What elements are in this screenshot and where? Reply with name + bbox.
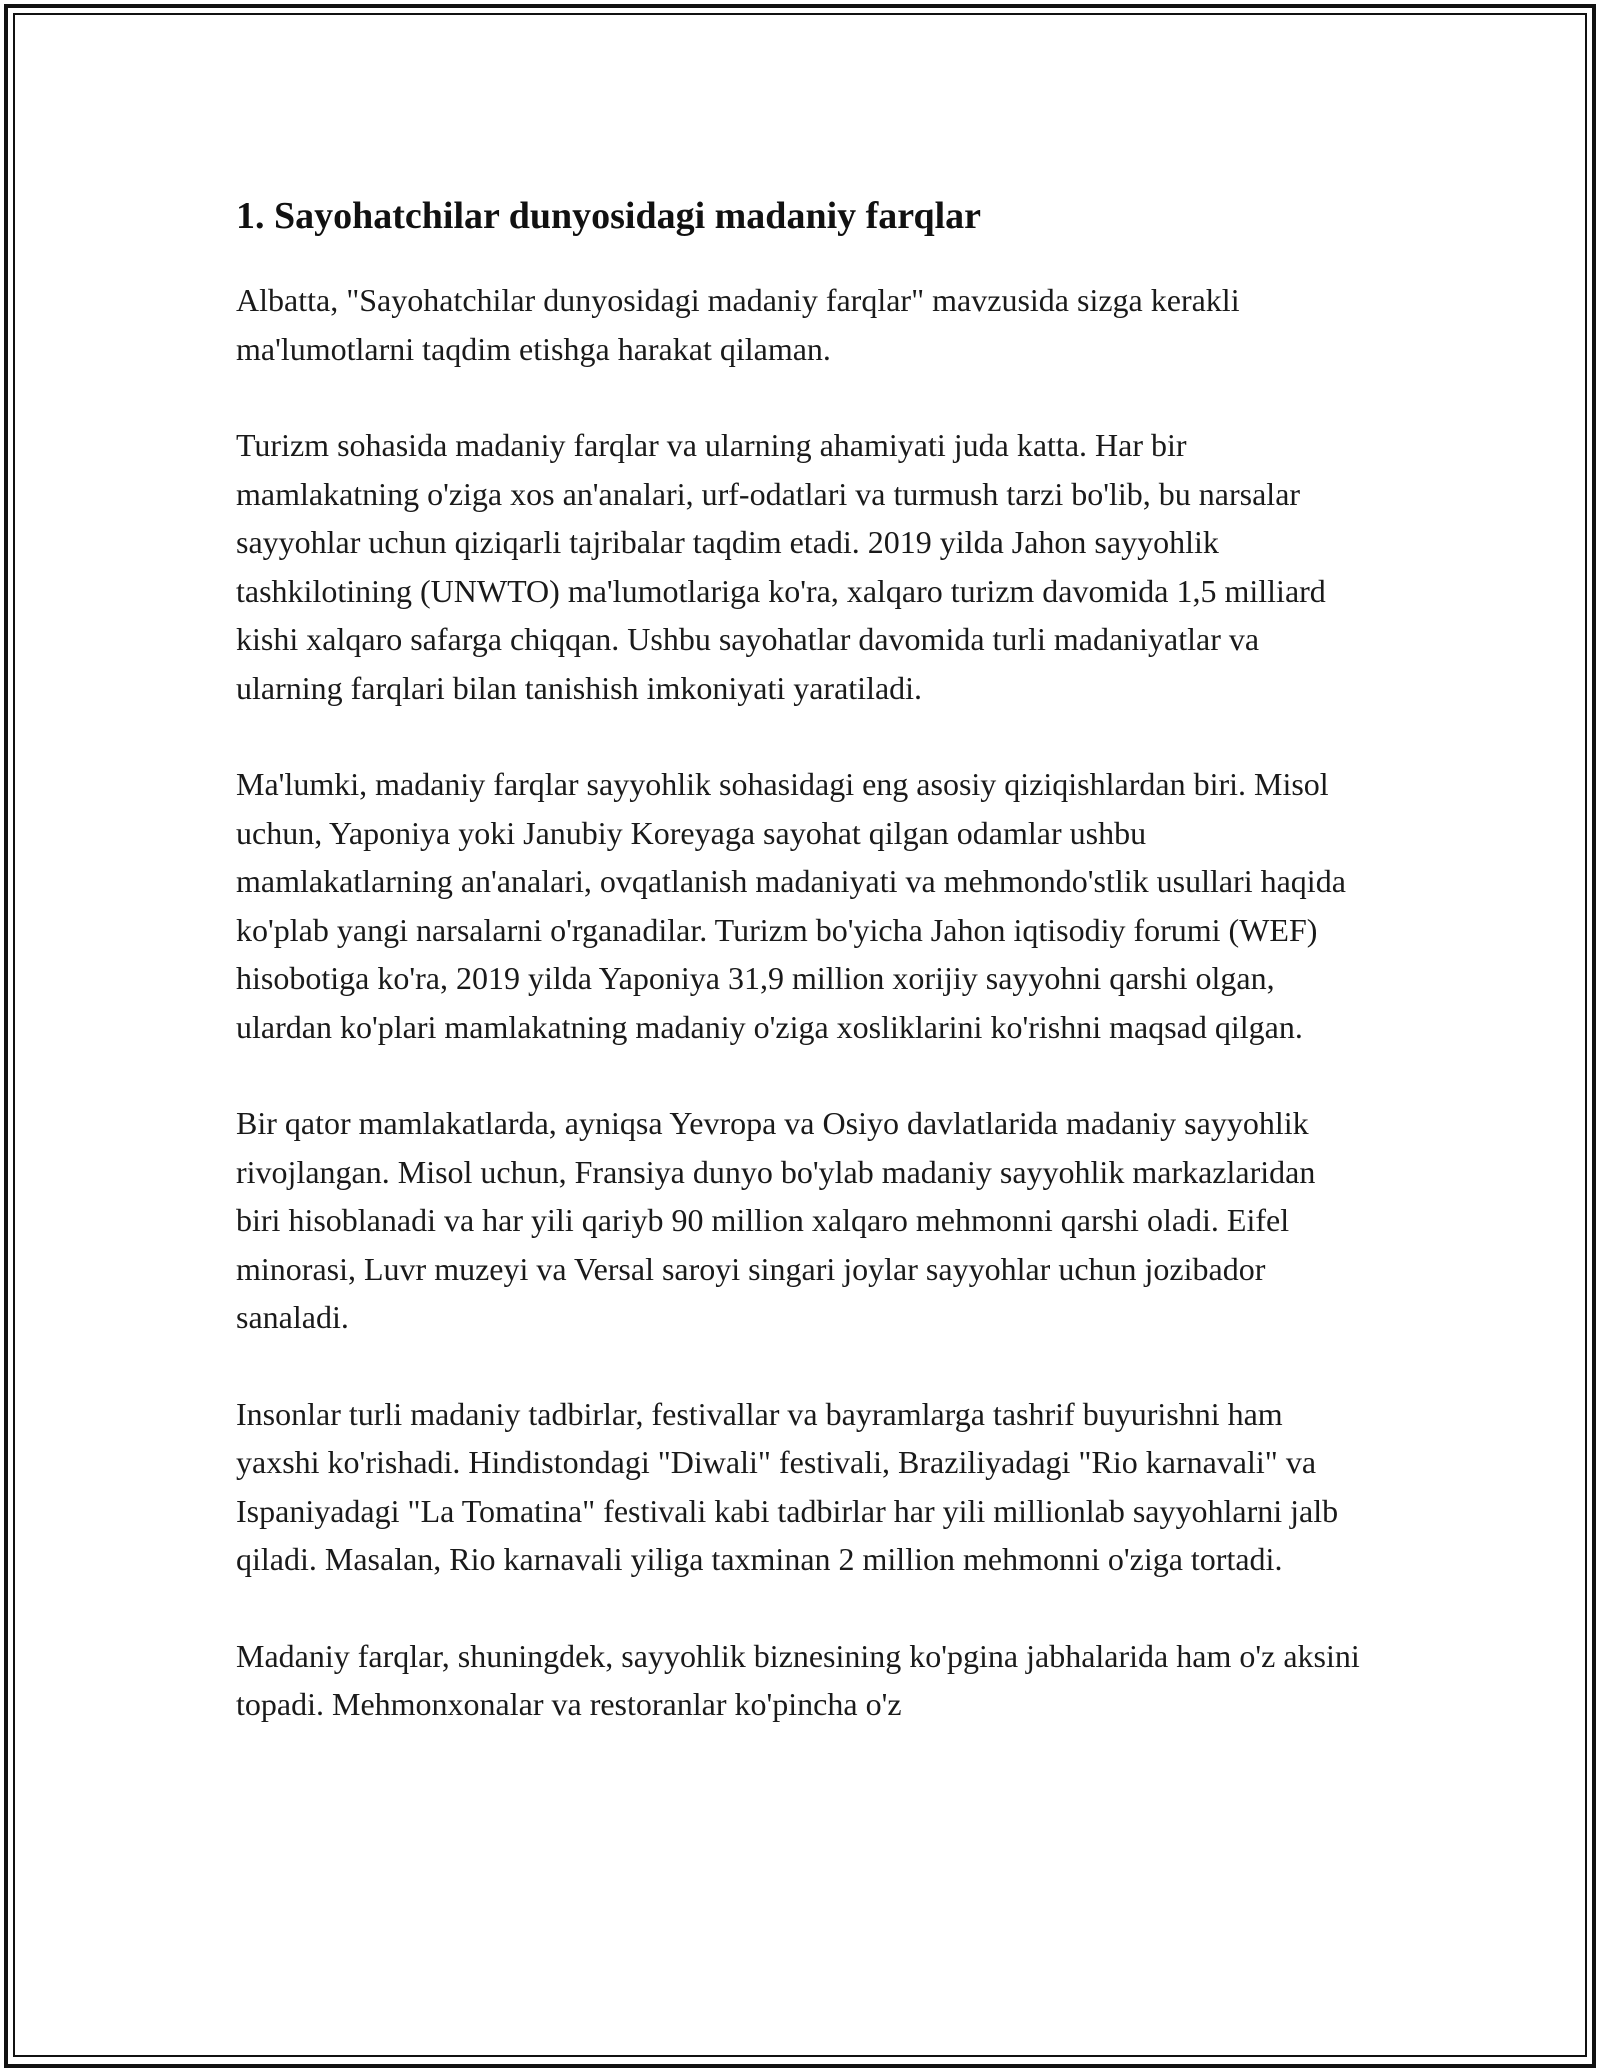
paragraph-business: Madaniy farqlar, shuningdek, sayyohlik biznesining ko'pgina jabhalarida ham o'z aksini topadi. Mehmonxonalar va restoranlar ko'pincha o'z (236, 1637, 1360, 1722)
paragraph-france-example: Bir qator mamlakatlarda, ayniqsa Yevropa va Osiyo davlatlarida madaniy sayyohlik rivojlangan. Misol uchun, Fransiya dunyo bo'ylab madaniy sayyohlik markazlaridan biri hisoblanadi va har yili qariyb 90 million xalqaro mehmonni qarshi oladi. Eifel minorasi, Luvr muzeyi va Versal saroyi singari joylar sayyohlar uchun jozibador sanaladi. (236, 1105, 1316, 1335)
paragraph-tourism-importance: Turizm sohasida madaniy farqlar va ularning ahamiyati juda katta. Har bir mamlakatning o'ziga xos an'analari, urf-odatlari va turmush tarzi bo'lib, bu narsalar sayyohlar uchun qiziqarli tajribalar taqdim etadi. 2019 yilda Jahon sayyohlik tashkilotining (UNWTO) ma'lumotlariga ko'ra, xalqaro turizm davomida 1,5 milliard kishi xalqaro safarga chiqqan. Ushbu sayohatlar davomida turli madaniyatlar va ularning farqlari bilan tanishish imkoniyati yaratiladi. (236, 427, 1326, 706)
paragraph-festivals: Insonlar turli madaniy tadbirlar, festivallar va bayramlarga tashrif buyurishni ham yaxshi ko'rishadi. Hindistondagi "Diwali" festivali, Braziliyadagi "Rio karnavali" va Ispaniyadagi "La Tomatina" festivali kabi tadbirlar har yili millionlab sayyohlarni jalb qiladi. Masalan, Rio karnavali yiliga taxminan 2 million mehmonni o'ziga tortadi. (236, 1395, 1339, 1577)
section-heading: 1. Sayohatchilar dunyosidagi madaniy farqlar (236, 195, 982, 237)
paragraph-intro: Albatta, "Sayohatchilar dunyosidagi madaniy farqlar" mavzusida sizga kerakli ma'lumotlarni taqdim etishga harakat qilaman. (236, 282, 1240, 367)
paragraph-japan-example: Ma'lumki, madaniy farqlar sayyohlik sohasidagi eng asosiy qiziqishlardan biri. Misol uchun, Yaponiya yoki Janubiy Koreyaga sayohat qilgan odamlar ushbu mamlakatlarning an'analari, ovqatlanish madaniyati va mehmondo'stlik usullari haqida ko'plab yangi narsalarni o'rganadilar. Turizm bo'yicha Jahon iqtisodiy forumi (WEF) hisobotiga ko'ra, 2019 yilda Yaponiya 31,9 million xorijiy sayyohni qarshi olgan, ulardan ko'plari mamlakatning madaniy o'ziga xosliklarini ko'rishni maqsad qilgan. (236, 766, 1346, 1045)
document-body (236, 188, 1366, 1777)
